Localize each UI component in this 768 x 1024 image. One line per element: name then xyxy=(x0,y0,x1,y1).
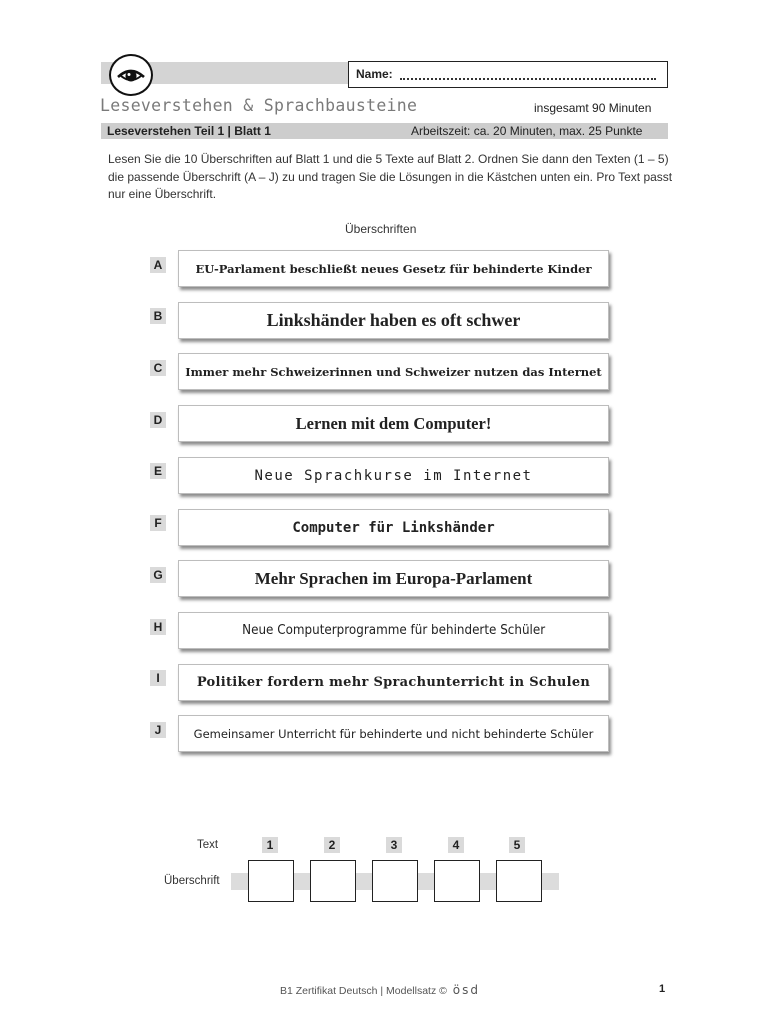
heading-row-label: Überschrift xyxy=(164,875,220,887)
heading-letter: I xyxy=(150,670,166,686)
heading-letter: G xyxy=(150,567,166,583)
heading-text: Immer mehr Schweizerinnen und Schweizer nutzen das Internet xyxy=(185,364,602,379)
instructions: Lesen Sie die 10 Überschriften auf Blatt 1 und die 5 Texte auf Blatt 2. Ordnen Sie dann den Texten (1 – 5) die passende Überschrift (A – J) zu und tragen Sie die Lösungen in die Kästchen unten ein. Pro Text passt nur eine Überschrift. xyxy=(108,152,673,201)
heading-text: Linkshänder haben es oft schwer xyxy=(266,310,521,330)
text-number: 4 xyxy=(448,837,464,853)
answer-box-5[interactable] xyxy=(496,860,542,902)
heading-letter: A xyxy=(150,257,166,273)
heading-text: Lernen mit dem Computer! xyxy=(295,413,492,433)
heading-text: Mehr Sprachen im Europa-Parlament xyxy=(254,568,533,588)
answer-box-1[interactable] xyxy=(248,860,294,902)
heading-card xyxy=(178,405,609,442)
text-number: 2 xyxy=(324,837,340,853)
heading-text: Neue Computerprogramme für behinderte Schüler xyxy=(242,623,545,638)
heading-card xyxy=(178,560,609,597)
osd-logo: ösd xyxy=(452,983,480,997)
text-number: 5 xyxy=(509,837,525,853)
heading-text: Neue Sprachkurse im Internet xyxy=(254,467,533,484)
heading-card xyxy=(178,715,609,752)
heading-letter: D xyxy=(150,412,166,428)
heading-text: EU-Parlament beschließt neues Gesetz für behinderte Kinder xyxy=(195,261,592,276)
work-time: Arbeitszeit: ca. 20 Minuten, max. 25 Punkte xyxy=(411,124,643,138)
name-dotted-line xyxy=(400,66,656,80)
heading-letter: B xyxy=(150,308,166,324)
heading-letter: F xyxy=(150,515,166,531)
page-title: Leseverstehen & Sprachbausteine xyxy=(100,96,418,115)
answer-box-3[interactable] xyxy=(372,860,418,902)
heading-card xyxy=(178,509,609,546)
answer-box-2[interactable] xyxy=(310,860,356,902)
heading-text: Gemeinsamer Unterricht für behinderte und nicht behinderte Schüler xyxy=(193,726,594,741)
heading-card xyxy=(178,612,609,649)
footer-text xyxy=(280,983,480,997)
heading-card xyxy=(178,664,609,701)
page-number: 1 xyxy=(659,983,666,995)
heading-card xyxy=(178,250,609,287)
total-time: insgesamt 90 Minuten xyxy=(534,101,652,115)
heading-text: Computer für Linkshänder xyxy=(292,519,495,536)
heading-letter: J xyxy=(150,722,166,738)
heading-card xyxy=(178,302,609,339)
heading-card xyxy=(178,353,609,390)
text-row-label: Text xyxy=(197,839,219,851)
footer-copyright: B1 Zertifikat Deutsch | Modellsatz © xyxy=(280,985,447,997)
text-number: 1 xyxy=(262,837,278,853)
heading-letter: E xyxy=(150,463,166,479)
headings-label: Überschriften xyxy=(345,222,417,236)
section-title: Leseverstehen Teil 1 | Blatt 1 xyxy=(107,124,271,138)
heading-card xyxy=(178,457,609,494)
text-number: 3 xyxy=(386,837,402,853)
answer-box-4[interactable] xyxy=(434,860,480,902)
heading-text: Politiker fordern mehr Sprachunterricht in Schulen xyxy=(196,675,591,690)
heading-letter: C xyxy=(150,360,166,376)
name-label: Name: xyxy=(356,67,393,81)
eye-icon xyxy=(109,54,153,96)
heading-letter: H xyxy=(150,619,166,635)
